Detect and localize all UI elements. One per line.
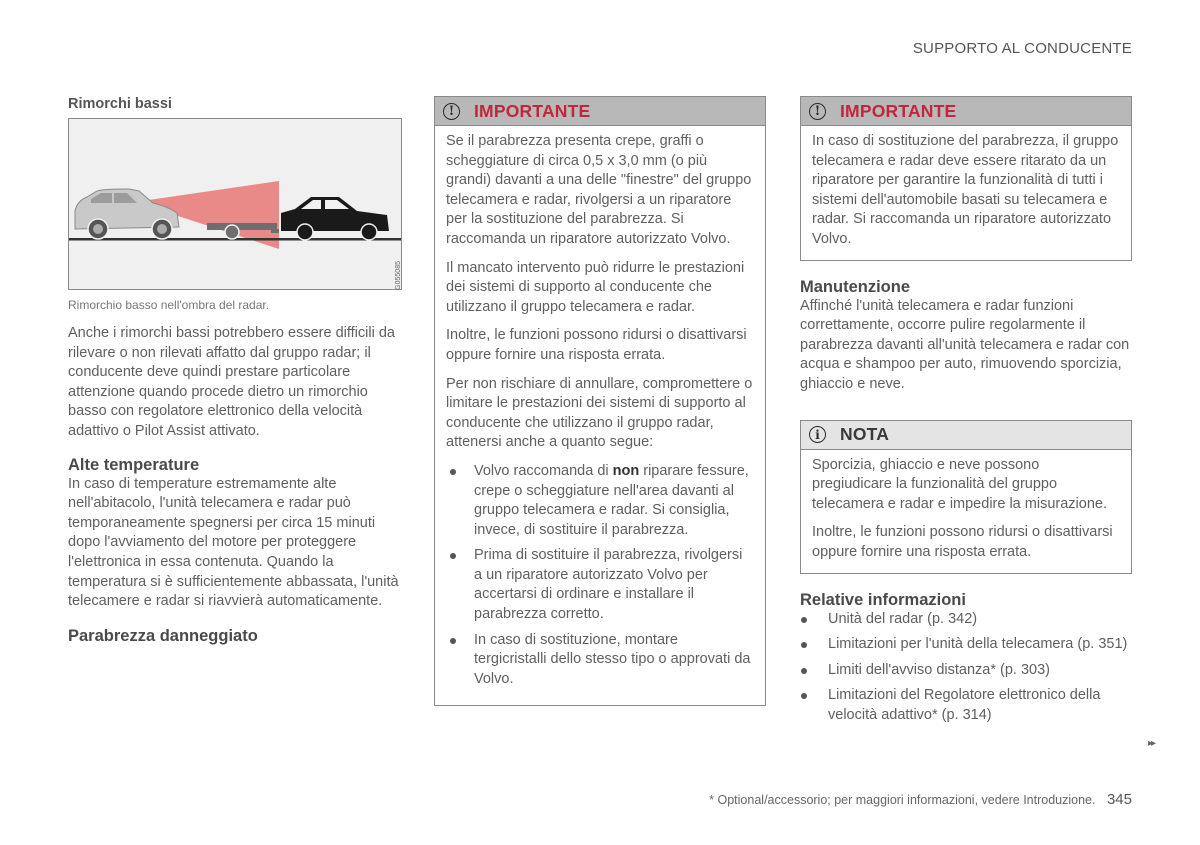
important-box-title: IMPORTANTE [840,100,957,121]
left-column [68,96,402,646]
heading-maintenance: Manutenzione [800,277,910,296]
radar-illustration-svg [69,119,401,289]
related-link[interactable]: Limitazioni del Regolatore elettronico della velocità adattivo* (p. 314) [800,686,1132,725]
note-paragraph: Sporcizia, ghiaccio e neve possono pregiudicare la funzionalità del gruppo telecamera e radar e impedire la misurazione. [812,456,1107,512]
section-title: SUPPORTO AL CONDUCENTE [912,40,1132,57]
info-circle-icon: i [809,426,826,443]
note-box-header [801,421,1131,450]
important-box-recalibration [800,96,1132,261]
front-car-vehicle [281,197,389,240]
trailer-wheel [225,225,239,239]
radar-shadow-illustration [68,118,402,290]
heading-related-info: Relative informazioni [800,590,966,609]
important-paragraph: In caso di sostituzione del parabrezza, il gruppo telecamera e radar deve essere ritarato da un riparatore per garantire la funzionalità di tutti i sistemi dell'automobile basati su telecamera e radar. Si raccomanda un riparatore autorizzato Volvo. [812,133,1119,247]
related-link[interactable]: Limiti dell'avviso distanza* (p. 303) [800,661,1132,681]
important-paragraph: Per non rischiare di annullare, compromettere o limitare le prestazioni dei sistemi di supporto al conducente che utilizzano il gruppo radar, attenersi anche a quanto segue: [446,375,753,451]
note-box [800,420,1132,574]
bullet-item: Prima di sostituire il parabrezza, rivolgersi a un riparatore autorizzato Volvo per accertarsi di ordinare e installare il parabrezza corretto. [446,546,754,624]
exclamation-circle-icon: ! [443,103,460,120]
figure-code: G055085 [395,261,402,290]
important-bullet-list [446,462,754,690]
exclamation-circle-icon: ! [809,103,826,120]
high-temperatures-paragraph: In caso di temperature estremamente alte nell'abitacolo, l'unità telecamera e radar può temporaneamente spegnersi per circa 15 minuti dopo l'avviamento del motore per proteggere l'elettronica in essa contenuta. Quando la temperatura si è sufficientemente abbassata, l'unità telecamere e radar si riavvierà automaticamente. [68,475,399,610]
important-box-body [801,126,1131,260]
important-box-header [435,97,765,126]
important-paragraph: Il mancato intervento può ridurre le prestazioni dei sistemi di supporto al conducente che utilizzano il gruppo telecamera e radar. [446,259,745,315]
page-footer [709,791,1132,808]
middle-column [434,96,766,706]
bullet-item: Volvo raccomanda di non riparare fessure, crepe o scheggiature nell'area davanti al gruppo telecamera e radar. Si consiglia, invece, di sostituire il parabrezza. [446,462,754,540]
trailer-bed [207,223,277,230]
important-paragraph: Se il parabrezza presenta crepe, graffi o scheggiature di circa 0,5 x 3,0 mm (o più grandi) davanti a una delle "finestre" del gruppo telecamera e radar, rivolgersi a un riparatore per la sostituzione del parabrezza. Si raccomanda un riparatore autorizzato Volvo. [446,133,752,247]
important-box-windshield [434,96,766,706]
note-paragraph: Inoltre, le funzioni possono ridursi o disattivarsi oppure fornire una risposta errata. [812,524,1113,560]
continue-arrows-icon: ▸▸ [1148,738,1155,749]
bullet-item: In caso di sostituzione, montare tergicristalli dello stesso tipo o approvati da Volvo. [446,631,754,690]
page-number: 345 [1106,791,1132,808]
important-box-header [801,97,1131,126]
heading-high-temperatures: Alte temperature [68,455,200,474]
maintenance-paragraph: Affinché l'unità telecamera e radar funzioni correttamente, occorre pulire regolarmente il parabrezza davanti all'unità telecamera e radar con acqua e shampoo per auto, rimuovendo sporcizia, ghiaccio e neve. [800,297,1130,392]
emphasis-non: non [612,462,640,479]
right-column [800,96,1132,731]
footer-note: * Optional/accessorio; per maggiori informazioni, vedere Introduzione. [709,793,1096,807]
note-box-title: NOTA [840,424,890,445]
heading-low-trailers: Rimorchi bassi [68,96,172,112]
important-paragraph: Inoltre, le funzioni possono ridursi o disattivarsi oppure fornire una risposta errata. [446,327,747,363]
figure-caption: Rimorchio basso nell'ombra del radar. [68,298,270,312]
suv-vehicle [75,189,179,239]
heading-damaged-windshield: Parabrezza danneggiato [68,626,258,645]
important-box-body [435,126,765,705]
related-link[interactable]: Limitazioni per l'unità della telecamera (p. 351) [800,635,1132,655]
related-link[interactable]: Unità del radar (p. 342) [800,610,1132,630]
important-box-title: IMPORTANTE [474,100,591,121]
note-box-body [801,450,1131,573]
related-links-list [800,610,1132,726]
low-trailers-paragraph: Anche i rimorchi bassi potrebbero essere difficili da rilevare o non rilevati affatto dal gruppo radar; il conducente deve quindi prestare particolare attenzione quando procede dietro un rimorchio basso con regolatore elettronico della velocità adattivo o Pilot Assist attivato. [68,325,395,439]
